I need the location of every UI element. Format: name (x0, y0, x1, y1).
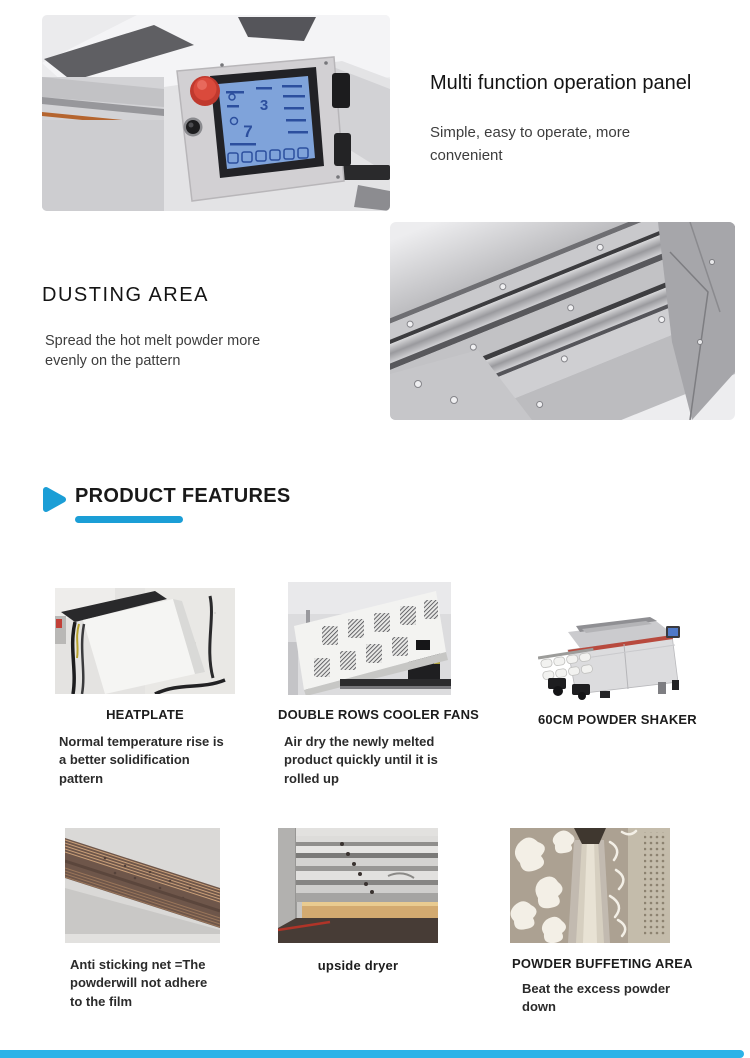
powder-buffeting-photo (510, 828, 670, 943)
lcd-left-value: 7 (243, 122, 253, 141)
operation-panel-description: Simple, easy to operate, more convenient (430, 124, 631, 164)
feature-powder-buffeting (510, 828, 693, 1017)
feature-title: POWDER BUFFETING AREA (512, 956, 693, 971)
dusting-area-photo (390, 222, 735, 420)
product-features-title: PRODUCT FEATURES (75, 485, 291, 507)
upside-dryer-photo (278, 828, 438, 943)
feature-description: Normal temperature rise is a better solidification pattern (59, 734, 224, 786)
hinge-top (332, 73, 350, 108)
feature-description: Anti sticking net =The powderwill not adhere to the film (70, 957, 208, 1009)
bottom-accent-bar (0, 1050, 744, 1058)
operation-panel-title: Multi function operation panel (430, 72, 692, 94)
powder-shaker-photo (538, 590, 690, 700)
lcd-top-value: 3 (259, 97, 269, 114)
feature-title: HEATPLATE (106, 707, 184, 722)
dusting-area-description: Spread the hot melt powder more evenly on the pattern (45, 333, 261, 370)
feature-powder-shaker (538, 590, 697, 727)
feature-description: Beat the excess powder down (522, 981, 671, 1015)
power-button (184, 118, 203, 137)
control-panel-illustration (42, 15, 390, 211)
operation-panel-photo (42, 15, 390, 211)
feature-heatplate (55, 588, 240, 788)
feature-title: upside dryer (317, 958, 399, 973)
feature-upside-dryer (278, 828, 438, 973)
hinge-bottom (334, 133, 351, 166)
feature-title: 60CM POWDER SHAKER (538, 712, 697, 727)
emergency-stop-button (190, 76, 220, 106)
title-underline (75, 516, 183, 523)
feature-description: Air dry the newly melted product quickly until it is rolled up (284, 734, 438, 786)
anti-sticking-net-photo (65, 828, 220, 943)
cooler-fans-photo (288, 582, 451, 695)
dusting-area-text (42, 284, 295, 372)
heatplate-photo (55, 588, 235, 694)
dusting-trough-illustration (390, 222, 735, 420)
dusting-area-title: DUSTING AREA (42, 284, 209, 306)
feature-anti-sticking-net (65, 828, 225, 1011)
feature-title: DOUBLE ROWS COOLER FANS (278, 707, 480, 722)
operation-panel-text (430, 72, 730, 167)
play-arrow-icon (42, 486, 67, 513)
feature-cooler-fans (278, 582, 480, 788)
